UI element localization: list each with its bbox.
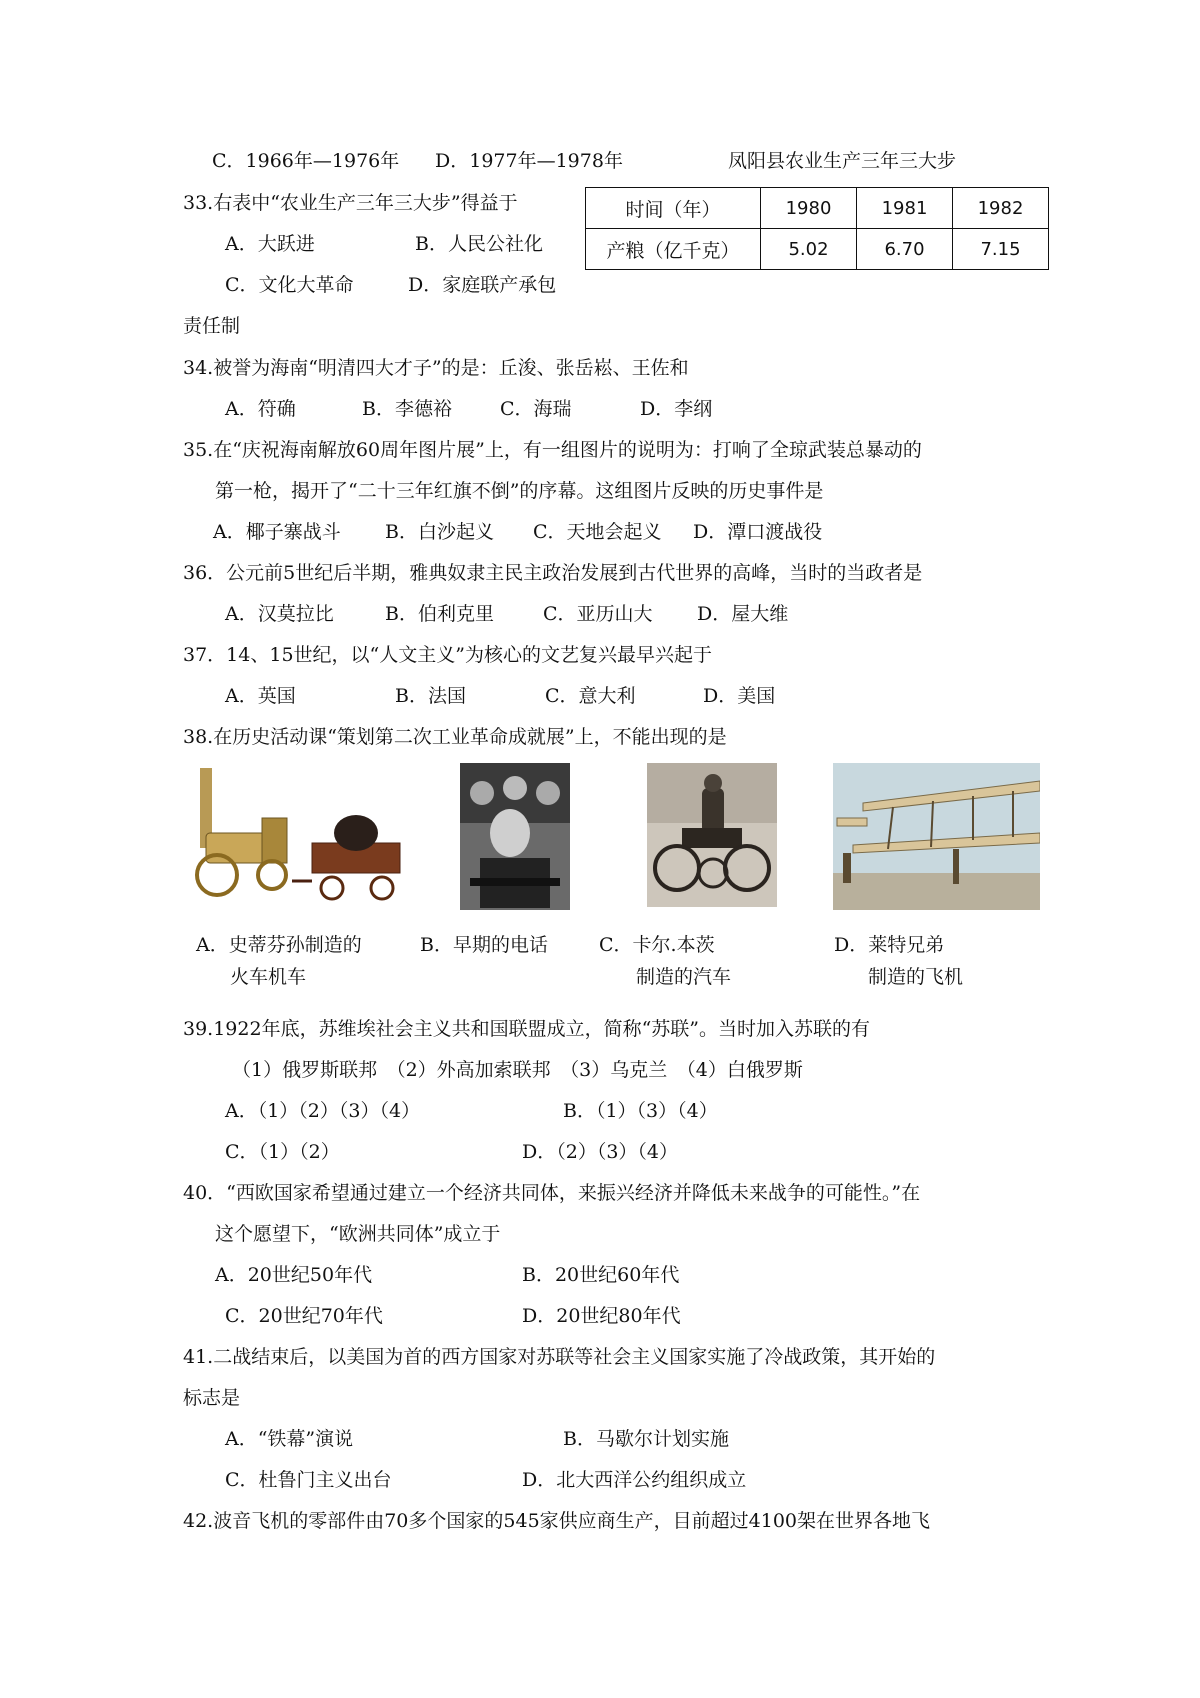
q38-stem: 38.在历史活动课“策划第二次工业革命成就展”上，不能出现的是 (183, 726, 727, 748)
q34-option-d: D．李纲 (640, 398, 713, 420)
q32-option-d: D．1977年—1978年 (435, 150, 623, 172)
q40-stem-line2: 这个愿望下，“欧洲共同体”成立于 (215, 1223, 501, 1245)
q39-option-d: D．（2）（3）（4） (522, 1141, 678, 1163)
table-cell: 1980 (761, 188, 857, 229)
q41-stem-line1: 41.二战结束后，以美国为首的西方国家对苏联等社会主义国家实施了冷战政策，其开始的 (183, 1346, 936, 1368)
q41-stem-line2: 标志是 (183, 1387, 241, 1409)
grain-yield-table (585, 187, 1049, 270)
q32-option-c: C．1966年—1976年 (212, 150, 400, 172)
image-caption-c-line1: C．卡尔.本茨 (599, 934, 715, 956)
image-caption-a-line1: A．史蒂芬孙制造的 (196, 934, 362, 956)
q40-option-a: A．20世纪50年代 (215, 1264, 373, 1286)
q41-option-d: D．北大西洋公约组织成立 (522, 1469, 747, 1491)
early-telephone-image (460, 763, 570, 910)
q39-option-b: B．（1）（3）（4） (563, 1100, 718, 1122)
q33-option-c: C．文化大革命 (225, 274, 354, 296)
q33-option-b: B．人民公社化 (415, 233, 543, 255)
q34-option-a: A．符确 (225, 398, 296, 420)
q35-option-b: B．白沙起义 (385, 521, 494, 543)
q37-option-a: A．英国 (225, 685, 296, 707)
table-row-label: 时间（年） (586, 188, 761, 229)
image-caption-d-line1: D．莱特兄弟 (834, 934, 945, 956)
q41-option-c: C．杜鲁门主义出台 (225, 1469, 392, 1491)
q36-option-d: D．屋大维 (697, 603, 789, 625)
q36-option-b: B．伯利克里 (385, 603, 494, 625)
q39-option-c: C．（1）（2） (225, 1141, 340, 1163)
q42-stem: 42.波音飞机的零部件由70多个国家的545家供应商生产，目前超过4100架在世界各地飞 (183, 1510, 931, 1532)
q41-option-b: B．马歇尔计划实施 (563, 1428, 729, 1450)
q37-stem: 37．14、15世纪，以“人文主义”为核心的文艺复兴最早兴起于 (183, 644, 712, 666)
q34-stem: 34.被誉为海南“明清四大才子”的是：丘浚、张岳崧、王佐和 (183, 357, 689, 379)
q33-option-a: A．大跃进 (225, 233, 315, 255)
table-row (586, 229, 1049, 270)
q41-option-a: A．“铁幕”演说 (225, 1428, 354, 1450)
q35-option-c: C．天地会起义 (533, 521, 662, 543)
wright-airplane-image (833, 763, 1040, 910)
q40-option-d: D．20世纪80年代 (522, 1305, 681, 1327)
q33-stem: 33.右表中“农业生产三年三大步”得益于 (183, 192, 518, 214)
q39-option-a: A．（1）（2）（3）（4） (225, 1100, 421, 1122)
q37-option-c: C．意大利 (545, 685, 636, 707)
q35-option-d: D．潭口渡战役 (693, 521, 823, 543)
q33-option-d-continued: 责任制 (183, 315, 241, 337)
q35-stem-line1: 35.在“庆祝海南解放60周年图片展”上，有一组图片的说明为：打响了全琼武装总暴动的 (183, 439, 922, 461)
q39-items: （1）俄罗斯联邦 （2）外高加索联邦 （3）乌克兰 （4）白俄罗斯 (232, 1059, 803, 1081)
table-row (586, 188, 1049, 229)
q40-stem-line1: 40．“西欧国家希望通过建立一个经济共同体，来振兴经济并降低未来战争的可能性。”在 (183, 1182, 921, 1204)
table-caption: 凤阳县农业生产三年三大步 (728, 150, 957, 172)
image-caption-c-line2: 制造的汽车 (636, 966, 732, 988)
q37-option-d: D．美国 (703, 685, 776, 707)
q34-option-b: B．李德裕 (362, 398, 452, 420)
q34-option-c: C．海瑞 (500, 398, 572, 420)
q37-option-b: B．法国 (395, 685, 466, 707)
table-cell: 1981 (857, 188, 953, 229)
q36-stem: 36．公元前5世纪后半期，雅典奴隶主民主政治发展到古代世界的高峰，当时的当政者是 (183, 562, 923, 584)
q40-option-b: B．20世纪60年代 (522, 1264, 680, 1286)
table-row-label: 产粮（亿千克） (586, 229, 761, 270)
benz-car-image (647, 763, 777, 907)
table-cell: 6.70 (857, 229, 953, 270)
q33-option-d: D．家庭联产承包 (408, 274, 557, 296)
image-caption-d-line2: 制造的飞机 (868, 966, 964, 988)
table-cell: 7.15 (953, 229, 1049, 270)
q35-option-a: A．椰子寨战斗 (213, 521, 341, 543)
q39-stem: 39.1922年底，苏维埃社会主义共和国联盟成立，简称“苏联”。当时加入苏联的有 (183, 1018, 870, 1040)
table-cell: 5.02 (761, 229, 857, 270)
table-cell: 1982 (953, 188, 1049, 229)
image-caption-b: B．早期的电话 (420, 934, 548, 956)
q40-option-c: C．20世纪70年代 (225, 1305, 383, 1327)
q36-option-a: A．汉莫拉比 (225, 603, 334, 625)
q35-stem-line2: 第一枪，揭开了“二十三年红旗不倒”的序幕。这组图片反映的历史事件是 (215, 480, 824, 502)
q36-option-c: C．亚历山大 (543, 603, 653, 625)
image-caption-a-line2: 火车机车 (230, 966, 307, 988)
locomotive-image (192, 763, 414, 913)
